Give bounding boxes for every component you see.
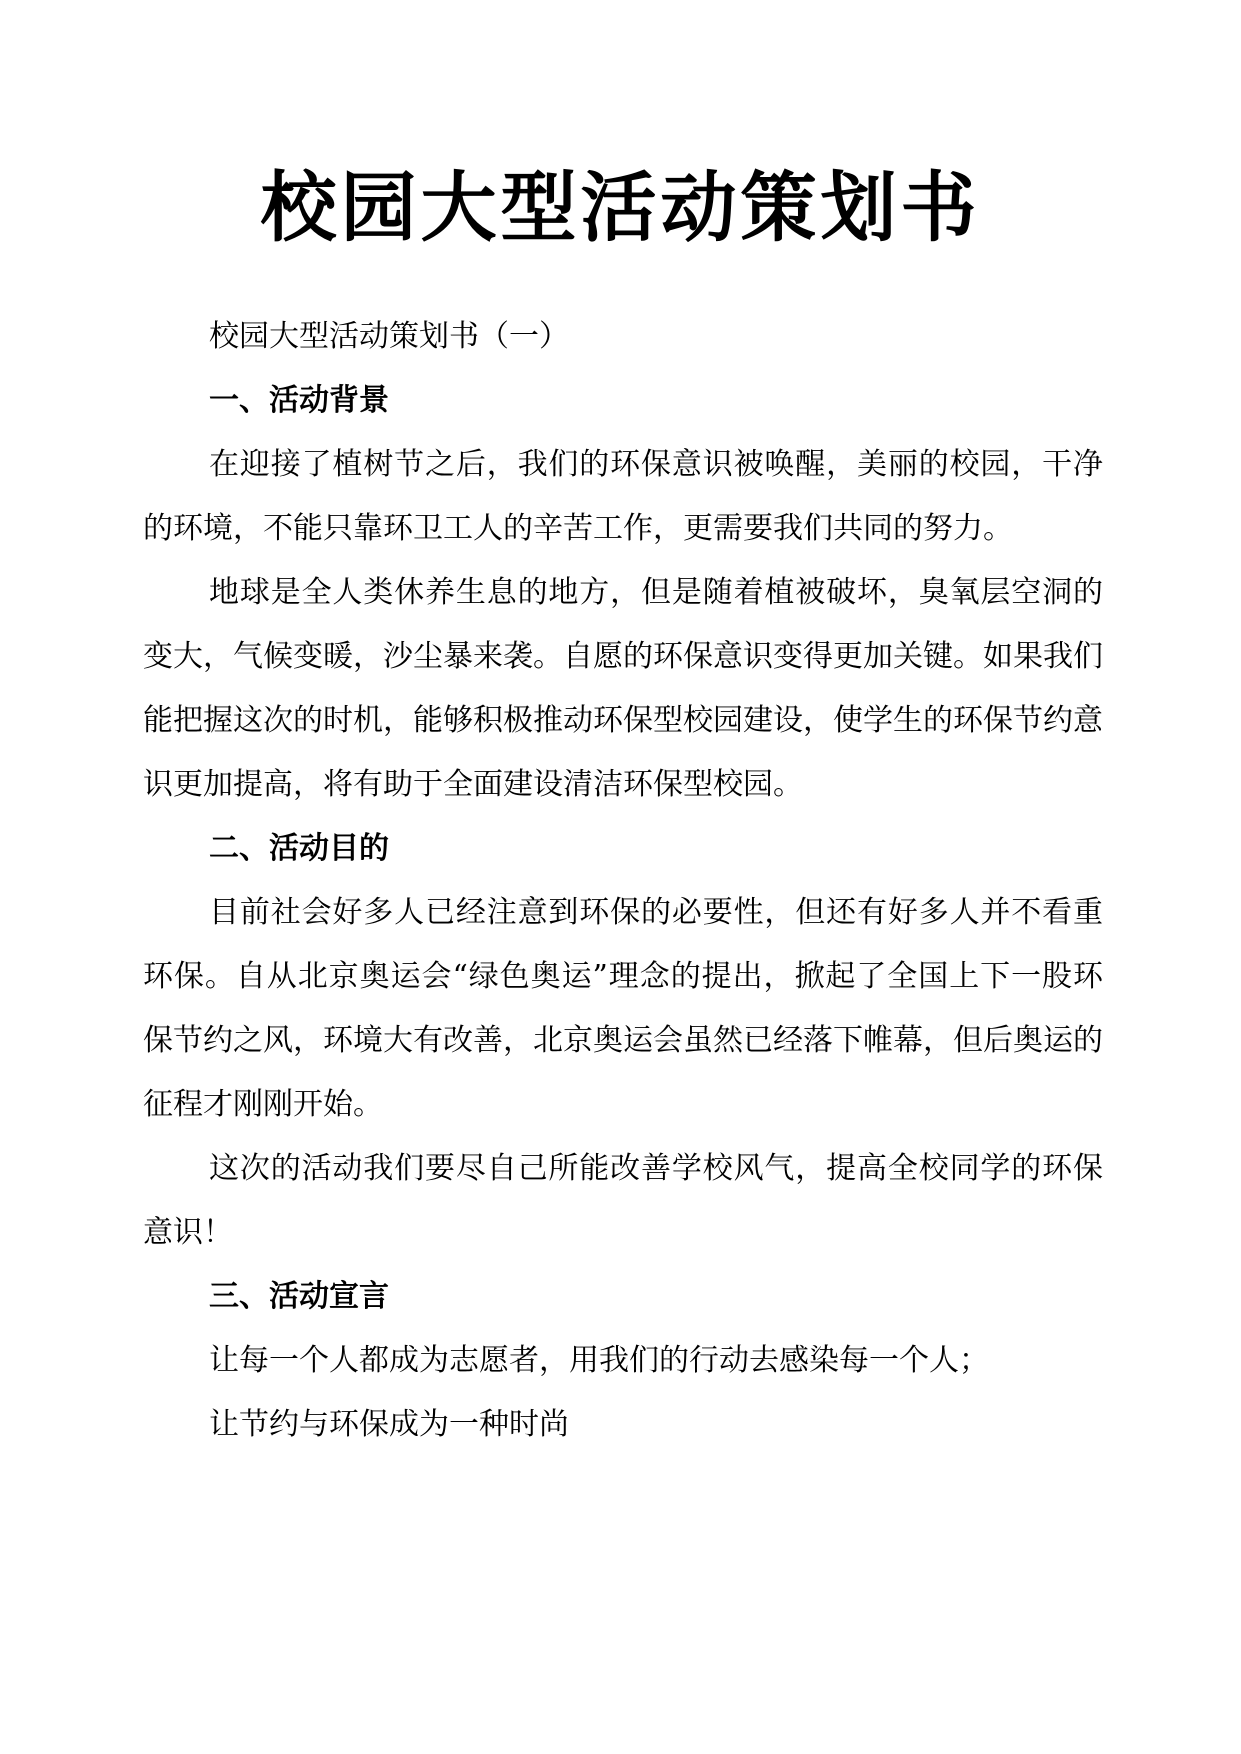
paragraph: 让每一个人都成为志愿者，用我们的行动去感染每一个人； [209, 1343, 989, 1378]
paragraph: 让节约与环保成为一种时尚 [209, 1407, 569, 1442]
document-subtitle: 校园大型活动策划书（一） [209, 319, 569, 354]
section-heading-declaration: 三、活动宣言 [209, 1279, 389, 1314]
paragraph: 目前社会好多人已经注意到环保的必要性，但还有好多人并不看重环保。自从北京奥运会“绿色奥运”理念的提出，掀起了全国上下一股环保节约之风，环境大有改善，北京奥运会虽然已经落下帷幕，但后奥运的征程才刚刚开始。 [143, 895, 1103, 1122]
paragraph: 地球是全人类休养生息的地方，但是随着植被破坏，臭氧层空洞的变大，气候变暖，沙尘暴来袭。自愿的环保意识变得更加关键。如果我们能把握这次的时机，能够积极推动环保型校园建设，使学生的环保节约意识更加提高，将有助于全面建设清洁环保型校园。 [143, 575, 1103, 802]
section-heading-purpose: 二、活动目的 [209, 831, 389, 866]
section-heading-background: 一、活动背景 [209, 383, 389, 418]
document-body [143, 305, 1103, 1457]
document-title: 校园大型活动策划书 [260, 163, 981, 252]
paragraph: 这次的活动我们要尽自己所能改善学校风气，提高全校同学的环保意识！ [143, 1151, 1103, 1250]
paragraph: 在迎接了植树节之后，我们的环保意识被唤醒，美丽的校园，干净的环境，不能只靠环卫工人的辛苦工作，更需要我们共同的努力。 [143, 447, 1103, 546]
